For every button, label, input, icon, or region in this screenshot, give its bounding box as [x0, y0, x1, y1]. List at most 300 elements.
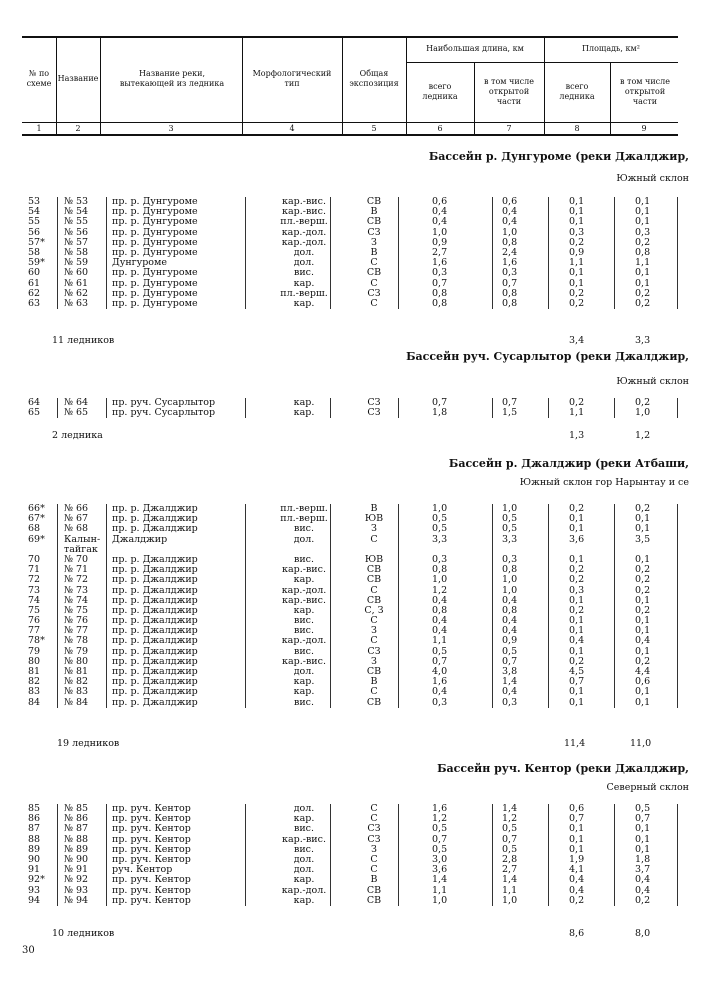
- cell-glacier-name: № 83: [64, 686, 89, 698]
- column-rule: [245, 398, 246, 418]
- cell-length-total: 0,5: [432, 513, 448, 525]
- cell-glacier-name: № 91: [64, 864, 89, 876]
- cell-length-total: 1,0: [432, 226, 448, 238]
- cell-glacier-name: № 67: [64, 513, 89, 525]
- cell-length-total: 2,7: [432, 246, 448, 258]
- cell-area-total: 0,2: [569, 397, 585, 408]
- cell-morph-type: пл.-верш.: [280, 287, 328, 299]
- cell-area-open: 0,1: [635, 277, 651, 289]
- cell-glacier-name: № 88: [64, 833, 89, 845]
- cell-exposition: С: [370, 277, 378, 289]
- cell-area-total: 0,1: [569, 277, 585, 289]
- cell-length-open: 0,4: [502, 206, 518, 218]
- cell-river-name: пр. р. Джалджир: [112, 604, 198, 616]
- cell-area-total: 0,2: [569, 894, 585, 906]
- cell-length-open: 0,6: [502, 196, 518, 207]
- cell-morph-type: дол.: [293, 864, 315, 876]
- cell-length-total: 3,0: [432, 853, 448, 865]
- cell-length-total: 0,5: [432, 523, 448, 535]
- cell-row-number: 61: [28, 277, 41, 289]
- cell-length-open: 0,8: [502, 604, 518, 616]
- section-total-label: 19 ледников: [57, 738, 120, 749]
- column-rule: [614, 197, 615, 309]
- cell-exposition: З: [371, 625, 377, 637]
- header-col-river: Название реки, вытекающей из ледника: [119, 69, 225, 88]
- cell-area-open: 0,1: [635, 267, 651, 279]
- cell-exposition: С: [370, 584, 378, 596]
- cell-area-open: 0,1: [635, 553, 651, 565]
- cell-area-total: 1,9: [569, 853, 585, 865]
- cell-length-total: 1,2: [432, 813, 448, 825]
- column-rule: [492, 504, 493, 708]
- cell-row-number: 92*: [28, 874, 45, 886]
- cell-glacier-name: № 58: [64, 246, 89, 258]
- cell-length-total: 4,0: [432, 666, 448, 677]
- column-rule: [548, 197, 549, 309]
- section-subtitle: Северный склон: [606, 782, 689, 793]
- cell-river-name: пр. р. Джалджир: [112, 635, 198, 647]
- cell-area-open: 0,1: [635, 625, 651, 637]
- cell-exposition: С: [370, 297, 378, 309]
- cell-row-number: 66*: [28, 503, 45, 514]
- cell-length-open: 0,5: [502, 823, 518, 835]
- cell-length-total: 1,6: [432, 803, 448, 814]
- cell-exposition: СВ: [366, 884, 382, 896]
- cell-area-open: 1,0: [635, 407, 651, 419]
- cell-glacier-name: № 85: [64, 803, 89, 814]
- cell-river-name: пр. руч. Кентор: [112, 843, 191, 855]
- cell-glacier-name: № 60: [64, 267, 89, 279]
- cell-river-name: пр. р. Джалджир: [112, 686, 198, 698]
- cell-length-total: 0,4: [432, 216, 448, 228]
- cell-river-name: пр. руч. Кентор: [112, 823, 191, 835]
- column-number: 2: [75, 124, 81, 133]
- cell-area-total: 4,1: [569, 864, 585, 876]
- cell-morph-type: вис.: [293, 523, 315, 535]
- table-header: [22, 36, 678, 136]
- header-col-length-open: в том числе открытой части: [484, 77, 534, 106]
- cell-row-number: 53: [28, 196, 41, 207]
- cell-exposition: С: [370, 853, 378, 865]
- cell-area-total: 0,1: [569, 553, 585, 565]
- header-col-area-open: в том числе открытой части: [620, 77, 670, 106]
- cell-area-total: 0,1: [569, 206, 585, 218]
- cell-exposition: В: [370, 206, 378, 218]
- column-number: 1: [36, 124, 42, 133]
- cell-row-number: 72: [28, 574, 41, 586]
- cell-length-total: 0,5: [432, 823, 448, 835]
- table-rows: [0, 197, 711, 309]
- cell-area-total: 0,1: [569, 615, 585, 627]
- cell-area-open: 0,1: [635, 833, 651, 845]
- column-rule: [330, 504, 331, 708]
- column-rule: [614, 504, 615, 708]
- cell-length-total: 0,4: [432, 206, 448, 218]
- cell-length-open: 0,5: [502, 513, 518, 525]
- cell-area-open: 0,2: [635, 604, 651, 616]
- cell-area-open: 3,5: [635, 533, 651, 545]
- cell-length-total: 1,6: [432, 676, 448, 688]
- cell-river-name: пр. р. Джалджир: [112, 676, 198, 688]
- cell-length-open: 0,5: [502, 523, 518, 535]
- cell-row-number: 90: [28, 853, 41, 865]
- cell-river-name: пр. руч. Сусарлытор: [112, 407, 216, 419]
- cell-glacier-name: № 89: [64, 843, 89, 855]
- cell-river-name: руч. Кентор: [112, 864, 173, 876]
- cell-area-total: 3,6: [569, 533, 585, 545]
- cell-length-open: 1,4: [502, 874, 518, 886]
- cell-glacier-name: № 76: [64, 615, 89, 627]
- cell-row-number: 87: [28, 823, 41, 835]
- cell-exposition: СВ: [366, 267, 382, 279]
- cell-area-open: 0,1: [635, 523, 651, 535]
- cell-area-open: 0,4: [635, 874, 651, 886]
- cell-morph-type: вис.: [293, 553, 315, 565]
- cell-length-open: 0,4: [502, 216, 518, 228]
- cell-area-open: 0,7: [635, 813, 651, 825]
- cell-area-total: 0,1: [569, 216, 585, 228]
- cell-exposition: З: [371, 655, 377, 667]
- cell-area-total: 0,1: [569, 833, 585, 845]
- cell-area-open: 0,6: [635, 676, 651, 688]
- cell-length-open: 1,5: [502, 407, 518, 419]
- cell-row-number: 62: [28, 287, 41, 299]
- cell-river-name: пр. руч. Сусарлытор: [112, 397, 216, 408]
- cell-glacier-name: № 70: [64, 553, 89, 565]
- cell-exposition: С: [370, 533, 378, 545]
- cell-river-name: пр. р. Джалджир: [112, 523, 198, 535]
- cell-exposition: СВ: [366, 196, 382, 207]
- column-number: 4: [289, 124, 295, 133]
- cell-morph-type: дол.: [293, 533, 315, 545]
- cell-morph-type: кар.: [293, 874, 315, 886]
- cell-row-number: 85: [28, 803, 41, 814]
- cell-row-number: 89: [28, 843, 41, 855]
- cell-area-total: 0,2: [569, 297, 585, 309]
- cell-morph-type: кар.-вис.: [282, 655, 326, 667]
- cell-area-open: 0,2: [635, 894, 651, 906]
- header-group-area: Площадь, км²: [582, 44, 640, 53]
- cell-glacier-name: № 68: [64, 523, 89, 535]
- cell-row-number: 64: [28, 397, 41, 408]
- header-col-number: № по схеме: [26, 69, 52, 88]
- cell-river-name: пр. р. Дунгуроме: [112, 277, 198, 289]
- cell-length-open: 0,3: [502, 553, 518, 565]
- cell-glacier-name: Калын-: [64, 533, 101, 545]
- page-number: 30: [22, 945, 35, 956]
- cell-morph-type: кар.-вис.: [282, 196, 326, 207]
- cell-glacier-name: № 75: [64, 604, 89, 616]
- cell-length-open: 0,7: [502, 833, 518, 845]
- cell-river-name: пр. р. Джалджир: [112, 615, 198, 627]
- cell-area-total: 0,1: [569, 196, 585, 207]
- column-rule: [245, 197, 246, 309]
- cell-row-number: 57*: [28, 236, 45, 248]
- cell-length-open: 0,7: [502, 277, 518, 289]
- cell-area-total: 0,2: [569, 604, 585, 616]
- cell-length-total: 0,4: [432, 625, 448, 637]
- cell-length-open: 1,0: [502, 894, 518, 906]
- cell-length-total: 0,7: [432, 833, 448, 845]
- cell-morph-type: дол.: [293, 246, 315, 258]
- cell-length-total: 1,1: [432, 884, 448, 896]
- cell-length-open: 3,3: [502, 533, 518, 545]
- cell-area-total: 0,1: [569, 696, 585, 708]
- cell-length-total: 1,0: [432, 503, 448, 514]
- cell-morph-type: кар.-дол.: [281, 884, 327, 896]
- column-rule: [398, 197, 399, 309]
- cell-river-name: пр. р. Дунгуроме: [112, 196, 198, 207]
- column-rule: [330, 398, 331, 418]
- column-rule: [548, 398, 549, 418]
- column-rule: [57, 197, 58, 309]
- cell-row-number: 76: [28, 615, 41, 627]
- cell-length-open: 0,9: [502, 635, 518, 647]
- cell-river-name: пр. р. Джалджир: [112, 564, 198, 576]
- cell-area-total: 0,2: [569, 564, 585, 576]
- cell-morph-type: вис.: [293, 645, 315, 657]
- cell-length-open: 0,4: [502, 594, 518, 606]
- cell-exposition: СВ: [366, 894, 382, 906]
- cell-length-open: 0,3: [502, 696, 518, 708]
- cell-morph-type: кар.: [293, 676, 315, 688]
- cell-morph-type: пл.-верш.: [280, 216, 328, 228]
- column-rule: [548, 804, 549, 906]
- cell-area-open: 0,1: [635, 206, 651, 218]
- cell-morph-type: вис.: [293, 823, 315, 835]
- cell-glacier-name: № 55: [64, 216, 89, 228]
- column-rule: [398, 398, 399, 418]
- header-col-name: Название: [57, 74, 99, 83]
- cell-length-open: 0,8: [502, 564, 518, 576]
- cell-morph-type: вис.: [293, 615, 315, 627]
- cell-area-open: 0,4: [635, 635, 651, 647]
- cell-area-total: 1,1: [569, 407, 585, 419]
- column-rule: [492, 804, 493, 906]
- column-rule: [548, 504, 549, 708]
- section-sum-open: 11,0: [630, 738, 652, 749]
- cell-area-total: 0,7: [569, 676, 585, 688]
- cell-length-open: 1,0: [502, 584, 518, 596]
- cell-glacier-name: № 82: [64, 676, 89, 688]
- column-rule: [245, 804, 246, 906]
- cell-length-total: 0,6: [432, 196, 448, 207]
- column-rule: [57, 398, 58, 418]
- cell-morph-type: кар.: [293, 574, 315, 586]
- column-rule: [492, 398, 493, 418]
- cell-river-name: пр. р. Дунгуроме: [112, 236, 198, 248]
- cell-glacier-name: № 63: [64, 297, 89, 309]
- cell-river-name: пр. р. Дунгуроме: [112, 287, 198, 299]
- column-rule: [106, 804, 107, 906]
- cell-river-name: пр. руч. Кентор: [112, 813, 191, 825]
- column-number: 8: [574, 124, 580, 133]
- cell-length-open: 1,1: [502, 884, 518, 896]
- cell-row-number: 83: [28, 686, 41, 698]
- cell-exposition: ЮВ: [364, 513, 384, 525]
- cell-area-open: 0,2: [635, 564, 651, 576]
- cell-glacier-name: № 59: [64, 257, 89, 269]
- cell-morph-type: кар.-вис.: [282, 206, 326, 218]
- cell-area-total: 0,1: [569, 523, 585, 535]
- cell-length-open: 0,5: [502, 645, 518, 657]
- cell-row-number: 68: [28, 523, 41, 535]
- cell-length-open: 1,0: [502, 574, 518, 586]
- cell-river-name: Дунгуроме: [112, 257, 168, 269]
- cell-glacier-name: № 72: [64, 574, 89, 586]
- cell-morph-type: кар.: [293, 604, 315, 616]
- section-sum-open: 8,0: [635, 928, 651, 939]
- cell-row-number: 65: [28, 407, 41, 419]
- column-rule: [398, 504, 399, 708]
- column-rule: [614, 398, 615, 418]
- cell-river-name: пр. руч. Кентор: [112, 874, 191, 886]
- cell-river-name: пр. р. Дунгуроме: [112, 226, 198, 238]
- cell-area-open: 0,2: [635, 287, 651, 299]
- section-sum-area: 8,6: [569, 928, 585, 939]
- cell-glacier-name: № 87: [64, 823, 89, 835]
- column-rule: [677, 197, 678, 309]
- cell-length-open: 1,2: [502, 813, 518, 825]
- cell-area-total: 0,4: [569, 884, 585, 896]
- cell-row-number: 74: [28, 594, 41, 606]
- cell-river-name: пр. р. Джалджир: [112, 696, 198, 708]
- cell-glacier-name: № 64: [64, 397, 89, 408]
- cell-length-open: 1,6: [502, 257, 518, 269]
- section-title: Бассейн р. Дунгуроме (реки Джалджир,: [428, 150, 689, 163]
- cell-row-number: 59*: [28, 257, 45, 269]
- cell-length-open: 1,0: [502, 226, 518, 238]
- cell-exposition: СЗ: [367, 833, 381, 845]
- cell-row-number: 69*: [28, 533, 45, 545]
- cell-area-open: 0,1: [635, 594, 651, 606]
- cell-row-number: 91: [28, 864, 41, 876]
- column-number: 6: [437, 124, 443, 133]
- cell-exposition: СЗ: [367, 645, 381, 657]
- cell-area-open: 0,2: [635, 397, 651, 408]
- cell-river-name: пр. р. Джалджир: [112, 513, 198, 525]
- cell-length-total: 0,8: [432, 287, 448, 299]
- cell-area-total: 0,2: [569, 503, 585, 514]
- cell-length-total: 0,7: [432, 397, 448, 408]
- cell-length-open: 0,4: [502, 615, 518, 627]
- cell-glacier-name: № 81: [64, 666, 89, 677]
- cell-length-open: 2,4: [502, 246, 518, 258]
- cell-morph-type: кар.: [293, 686, 315, 698]
- cell-length-total: 0,4: [432, 686, 448, 698]
- cell-area-total: 0,2: [569, 655, 585, 667]
- header-col-exposition: Общая экспозиция: [349, 69, 399, 88]
- cell-river-name: пр. р. Дунгуроме: [112, 246, 198, 258]
- cell-area-open: 0,2: [635, 297, 651, 309]
- cell-length-total: 0,9: [432, 236, 448, 248]
- cell-exposition: СЗ: [367, 287, 381, 299]
- cell-river-name: пр. р. Джалджир: [112, 584, 198, 596]
- section-sum-area: 11,4: [564, 738, 586, 749]
- cell-row-number: 63: [28, 297, 41, 309]
- cell-glacier-name: № 79: [64, 645, 89, 657]
- cell-morph-type: вис.: [293, 625, 315, 637]
- cell-river-name: пр. руч. Кентор: [112, 803, 191, 814]
- cell-river-name: пр. руч. Кентор: [112, 853, 191, 865]
- cell-row-number: 73: [28, 584, 41, 596]
- cell-glacier-name: тайгак: [64, 543, 98, 555]
- cell-morph-type: дол.: [293, 666, 315, 677]
- header-col-area-total: всего ледника: [559, 82, 595, 101]
- cell-area-open: 0,1: [635, 513, 651, 525]
- cell-length-total: 0,8: [432, 564, 448, 576]
- section-title: Бассейн руч. Сусарлытор (реки Джалджир,: [406, 350, 689, 363]
- section-subtitle: Южный склон: [616, 173, 689, 184]
- cell-length-open: 0,4: [502, 686, 518, 698]
- cell-length-open: 0,7: [502, 397, 518, 408]
- cell-exposition: З: [371, 523, 377, 535]
- section-total-label: 2 ледника: [52, 430, 103, 441]
- cell-morph-type: дол.: [293, 853, 315, 865]
- cell-row-number: 67*: [28, 513, 45, 525]
- cell-area-total: 0,1: [569, 645, 585, 657]
- column-rule: [245, 504, 246, 708]
- cell-length-total: 1,8: [432, 407, 448, 419]
- cell-length-open: 1,0: [502, 503, 518, 514]
- cell-length-total: 1,4: [432, 874, 448, 886]
- cell-glacier-name: № 74: [64, 594, 89, 606]
- column-rule: [330, 197, 331, 309]
- cell-length-open: 2,7: [502, 864, 518, 876]
- cell-row-number: 80: [28, 655, 41, 667]
- cell-glacier-name: № 53: [64, 196, 89, 207]
- cell-exposition: С: [370, 686, 378, 698]
- cell-river-name: пр. р. Дунгуроме: [112, 267, 198, 279]
- cell-river-name: пр. руч. Кентор: [112, 884, 191, 896]
- cell-area-total: 0,1: [569, 594, 585, 606]
- cell-morph-type: кар.-дол.: [281, 226, 327, 238]
- cell-length-total: 0,4: [432, 594, 448, 606]
- cell-river-name: пр. р. Дунгуроме: [112, 206, 198, 218]
- cell-morph-type: кар.: [293, 407, 315, 419]
- cell-glacier-name: № 65: [64, 407, 89, 419]
- cell-length-open: 0,7: [502, 655, 518, 667]
- cell-length-open: 1,4: [502, 803, 518, 814]
- cell-area-open: 0,2: [635, 574, 651, 586]
- section-sum-open: 1,2: [635, 430, 651, 441]
- cell-length-total: 0,4: [432, 615, 448, 627]
- cell-area-open: 0,2: [635, 584, 651, 596]
- cell-glacier-name: № 56: [64, 226, 89, 238]
- column-rule: [677, 398, 678, 418]
- section-subtitle: Южный склон гор Нарынтау и се: [519, 477, 689, 488]
- cell-morph-type: вис.: [293, 696, 315, 708]
- section-subtitle: Южный склон: [616, 376, 689, 387]
- cell-morph-type: пл.-верш.: [280, 503, 328, 514]
- cell-length-open: 0,8: [502, 236, 518, 248]
- cell-area-open: 0,1: [635, 696, 651, 708]
- cell-area-open: 1,1: [635, 257, 651, 269]
- cell-area-open: 0,3: [635, 226, 651, 238]
- cell-length-total: 0,8: [432, 297, 448, 309]
- cell-row-number: 60: [28, 267, 41, 279]
- cell-morph-type: кар.: [293, 297, 315, 309]
- table-rows: [0, 398, 711, 418]
- cell-morph-type: кар.-дол.: [281, 236, 327, 248]
- cell-morph-type: пл.-верш.: [280, 513, 328, 525]
- cell-area-total: 0,2: [569, 574, 585, 586]
- cell-river-name: пр. р. Джалджир: [112, 666, 198, 677]
- cell-exposition: СЗ: [367, 226, 381, 238]
- cell-river-name: пр. руч. Кентор: [112, 833, 191, 845]
- cell-length-open: 3,8: [502, 666, 518, 677]
- cell-glacier-name: № 86: [64, 813, 89, 825]
